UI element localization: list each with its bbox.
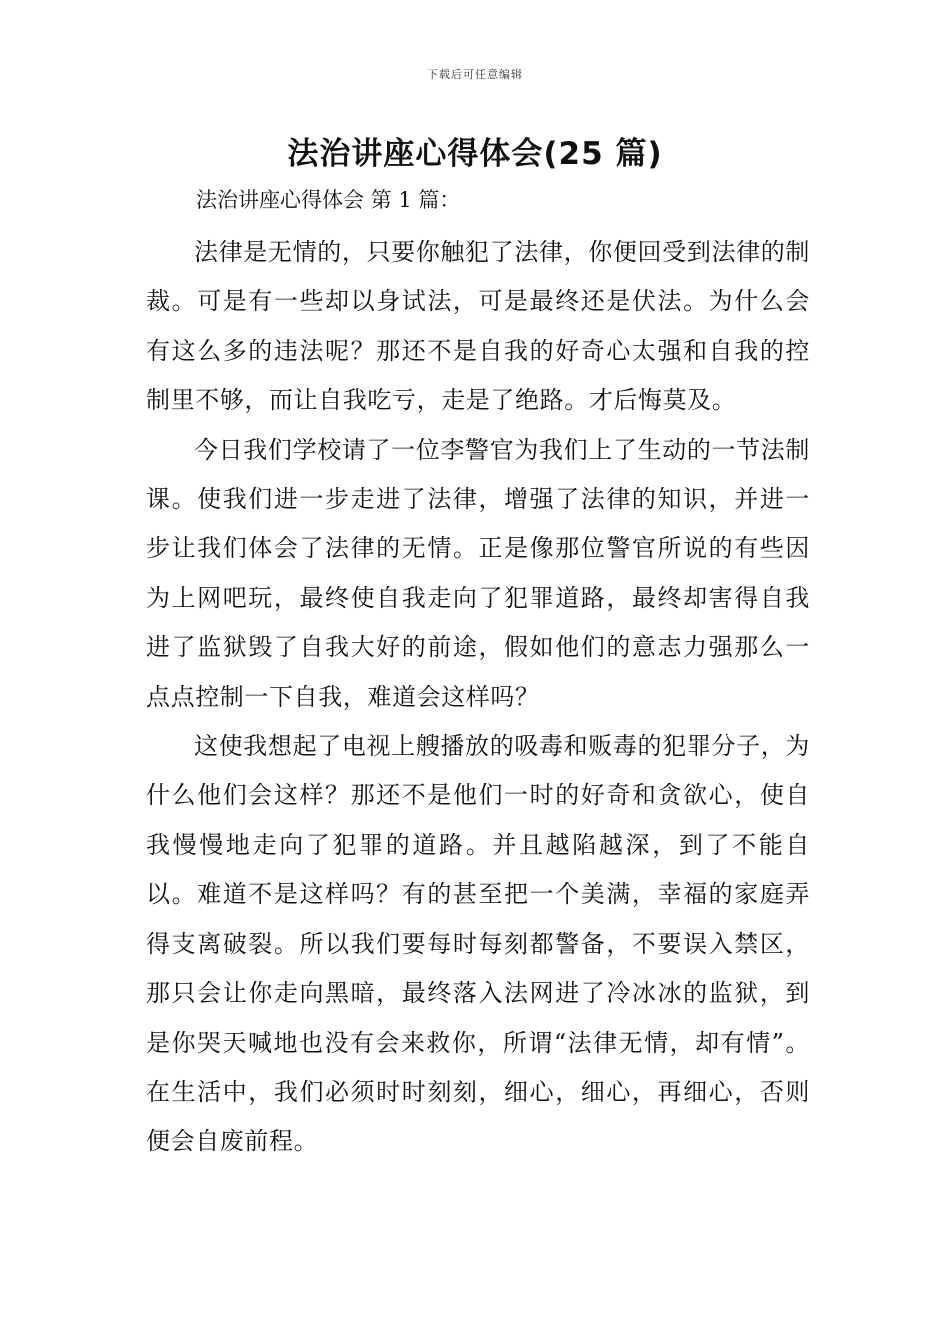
paragraph: 这使我想起了电视上艘播放的吸毒和贩毒的犯罪分子，为什么他们会这样？那还不是他们一时的好奇和贪欲心，使自我慢慢地走向了犯罪的道路。并且越陷越深，到了不能自以。难道不是这样吗？有的甚至把一个美满，幸福的家庭弄得支离破裂。所以我们要每时每刻都警备，不要误入禁区，那只会让你走向黑暗，最终落入法网进了冷冰冰的监狱，到是你哭天喊地也没有会来救你，所谓“法律无情，却有情”。在生活中，我们必须时时刻刻，细心，细心，再细心，否则便会自废前程。 xyxy=(146,732,810,1156)
document-title: 法治讲座心得体会(25 篇) xyxy=(287,136,663,172)
section-heading: 法治讲座心得体会 第 1 篇： xyxy=(196,188,461,212)
document-body xyxy=(146,228,810,1167)
header-note: 下载后可任意编辑 xyxy=(427,68,523,81)
paragraph: 今日我们学校请了一位李警官为我们上了生动的一节法制课。使我们进一步走进了法律，增强了法律的知识，并进一步让我们体会了法律的无情。正是像那位警官所说的有些因为上网吧玩，最终使自我走向了犯罪道路，最终却害得自我进了监狱毁了自我大好的前途，假如他们的意志力强那么一点点控制一下自我，难道会这样吗？ xyxy=(146,435,810,711)
paragraph: 法律是无情的，只要你触犯了法律，你便回受到法律的制裁。可是有一些却以身试法，可是最终还是伏法。为什么会有这么多的违法呢？那还不是自我的好奇心太强和自我的控制里不够，而让自我吃亏，走是了绝路。才后悔莫及。 xyxy=(146,238,810,415)
